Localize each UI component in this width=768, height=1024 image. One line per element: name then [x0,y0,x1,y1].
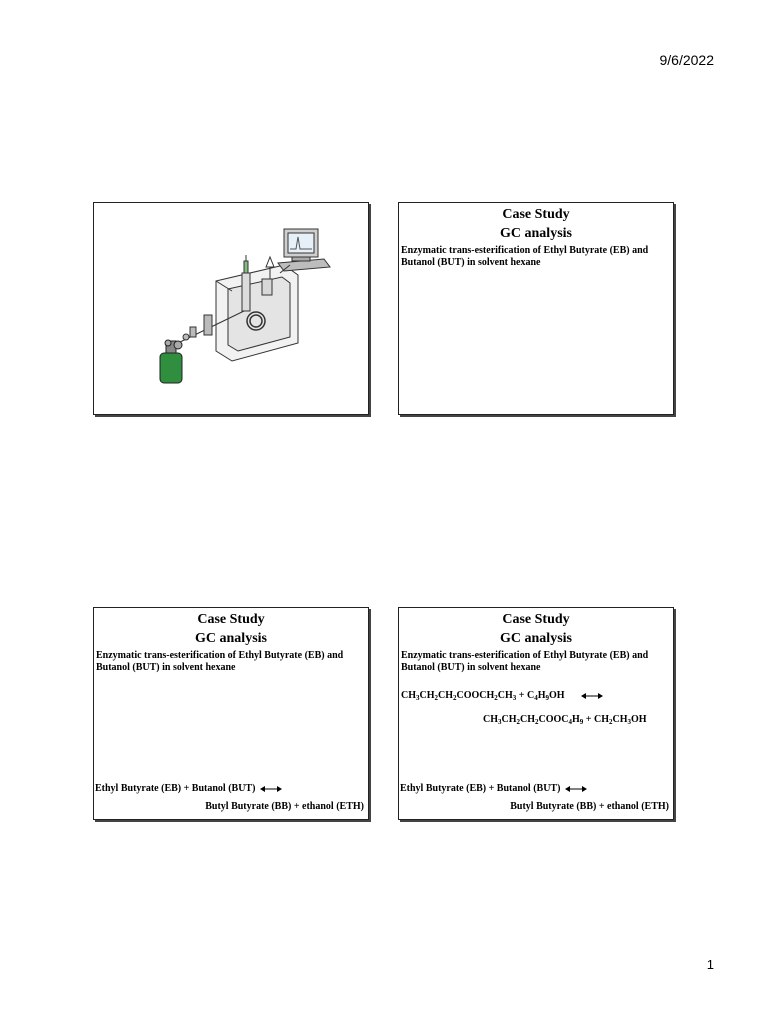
chemical-formula-products [483,714,647,726]
reaction-products: Butyl Butyrate (BB) + ethanol (ETH) [510,801,669,812]
formula-text: $CH_3CH_2CH_2COOCH_2CH_3 + C_4H_9OH$ [401,690,565,702]
reaction-reactants: Ethyl Butyrate (EB) + Butanol (BUT) [400,783,587,795]
injector [242,255,250,311]
reaction-products: Butyl Butyrate (BB) + ethanol (ETH) [205,801,364,812]
reaction-reactants: Ethyl Butyrate (EB) + Butanol (BUT) [95,783,282,795]
slide-title: Case Study GC analysis [500,612,572,646]
slide-3 [93,607,369,820]
formula-text: $CH_3CH_2CH_2COOC_4H_9 + CH_2CH_3OH$ [483,714,647,726]
slide-subtitle: Enzymatic trans-esterification of Ethyl Butyrate (EB) and Butanol (BUT) in solvent hexane [96,650,344,673]
gc-oven [216,265,298,361]
slide-subtitle: Enzymatic trans-esterification of Ethyl Butyrate (EB) and Butanol (BUT) in solvent hexane [401,650,649,673]
slide-title: Case Study GC analysis [195,612,267,646]
page-date: 9/6/2022 [659,52,714,68]
double-arrow-icon [260,785,282,793]
page-number: 1 [706,957,714,972]
chemical-formula-reactants [401,690,603,702]
gas-cylinder [160,340,182,383]
double-arrow-icon [581,692,603,700]
slide-2 [398,202,674,415]
slide-1 [93,202,369,415]
slide-subtitle: Enzymatic trans-esterification of Ethyl Butyrate (EB) and Butanol (BUT) in solvent hexane [401,245,649,268]
slide-title: Case Study GC analysis [500,207,572,241]
gc-instrument-illustration [94,203,368,414]
slide-4 [398,607,674,820]
computer [278,229,330,271]
double-arrow-icon [565,785,587,793]
